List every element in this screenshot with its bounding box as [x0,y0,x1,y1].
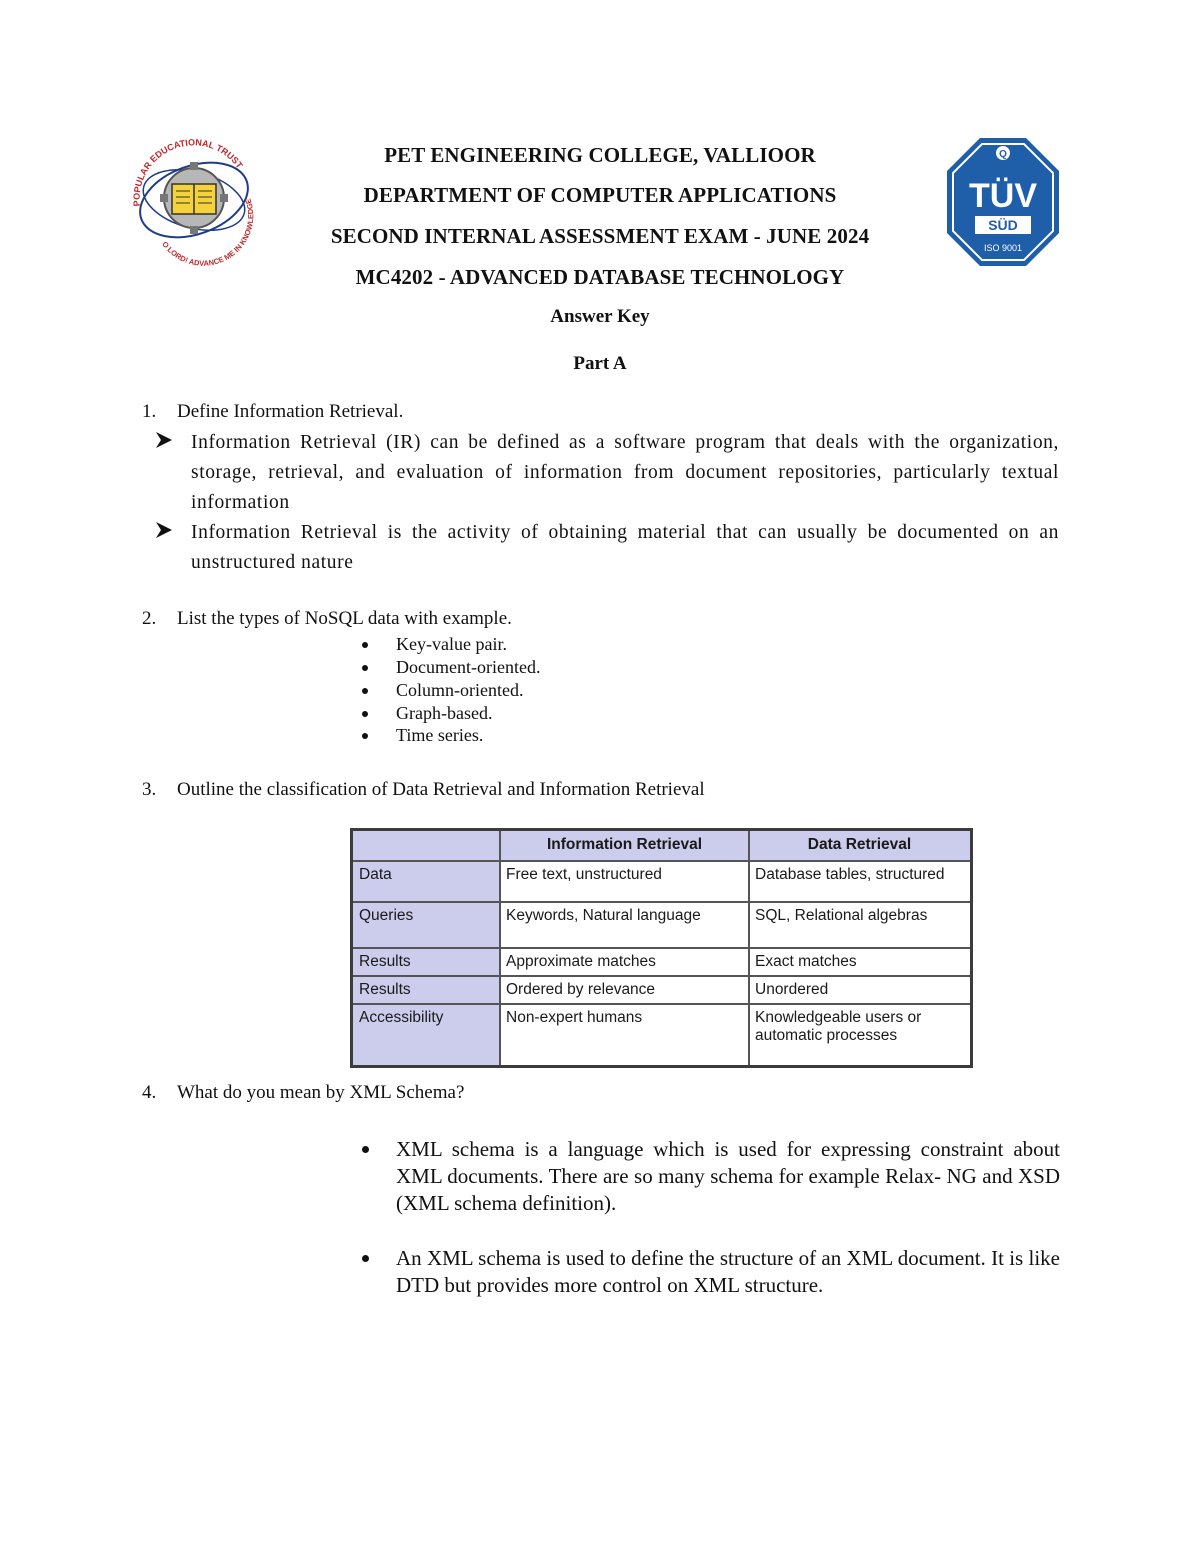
department-name: DEPARTMENT OF COMPUTER APPLICATIONS [363,183,837,207]
table-cell: Data [353,861,500,902]
course-title: MC4202 - ADVANCED DATABASE TECHNOLOGY [355,265,845,289]
table-cell: Queries [353,902,500,948]
logo-text-bottom: O LORD! ADVANCE ME IN KNOWLEDGE [160,197,256,268]
question-number: 1. [142,401,157,422]
table-cell: Keywords, Natural language [506,907,701,924]
table-cell: Free text, unstructured [506,866,662,883]
answer-text: Information Retrieval (IR) can be defined as a software program that deals with the organization, storage, retrieval, and evaluation of information from document repositories, particularly textual information [191,432,1059,513]
question-number: 3. [142,779,157,800]
table-divider [353,901,970,903]
part-label: Part A [573,353,627,374]
answer-key-label: Answer Key [550,306,650,327]
table-header-cell [353,831,500,861]
tuv-iso-text: ISO 9001 [983,243,1023,253]
bullet-icon [362,1146,369,1153]
answer-item [362,1245,1060,1329]
tuv-q-mark: Q [999,149,1007,160]
table-cell: SQL, Relational algebras [755,907,928,924]
answer-text: Information Retrieval is the activity of obtaining material that can usually be documented on an unstructured nature [191,522,1059,573]
answer-text: XML schema is a language which is used for expressing constraint about XML documents. There are so many schema for example Relax- NG and XSD (XML schema definition). [396,1137,1060,1215]
tuv-sub-text: SÜD [988,217,1018,233]
table-divider [353,860,970,862]
table-divider [353,975,970,977]
table-cell: Results [353,948,500,976]
table-divider [353,1003,970,1005]
table-header-cell: Information Retrieval [500,831,749,861]
question-text: List the types of NoSQL data with example. [177,608,512,629]
question-number: 2. [142,608,157,629]
bullet-icon [362,1255,369,1262]
college-name: PET ENGINEERING COLLEGE, VALLIOOR [384,143,816,167]
table-divider [353,947,970,949]
question-text: Define Information Retrieval. [177,401,404,422]
logo-text-top: POPULAR EDUCATIONAL TRUST [131,137,245,207]
table-cell: Unordered [755,981,829,998]
table-cell: Database tables, structured [755,866,945,883]
ir-vs-dr-table [350,828,973,1068]
exam-title: SECOND INTERNAL ASSESSMENT EXAM - JUNE 2024 [330,224,870,248]
answer-item [155,428,1060,520]
arrow-bullet-icon [155,431,173,449]
question-text: Outline the classification of Data Retrieval and Information Retrieval [177,779,705,800]
answer-text: An XML schema is used to define the structure of an XML document. It is like DTD but provides more control on XML structure. [396,1246,1060,1297]
table-cell: Accessibility [353,1004,500,1065]
table-cell: Results [353,976,500,1004]
arrow-bullet-icon [155,521,173,539]
question-text: What do you mean by XML Schema? [177,1082,465,1103]
table-cell: Knowledgeable users or automatic processes [755,1009,922,1044]
table-cell: Exact matches [755,953,857,970]
question-number: 4. [142,1082,157,1103]
answer-item [155,518,1060,580]
table-cell: Non-expert humans [506,1009,643,1026]
tuv-main-text: TÜV [969,177,1037,215]
table-header-cell: Data Retrieval [749,831,970,861]
answer-item [362,1136,1060,1220]
table-cell: Ordered by relevance [506,981,656,998]
table-cell: Approximate matches [506,953,656,970]
